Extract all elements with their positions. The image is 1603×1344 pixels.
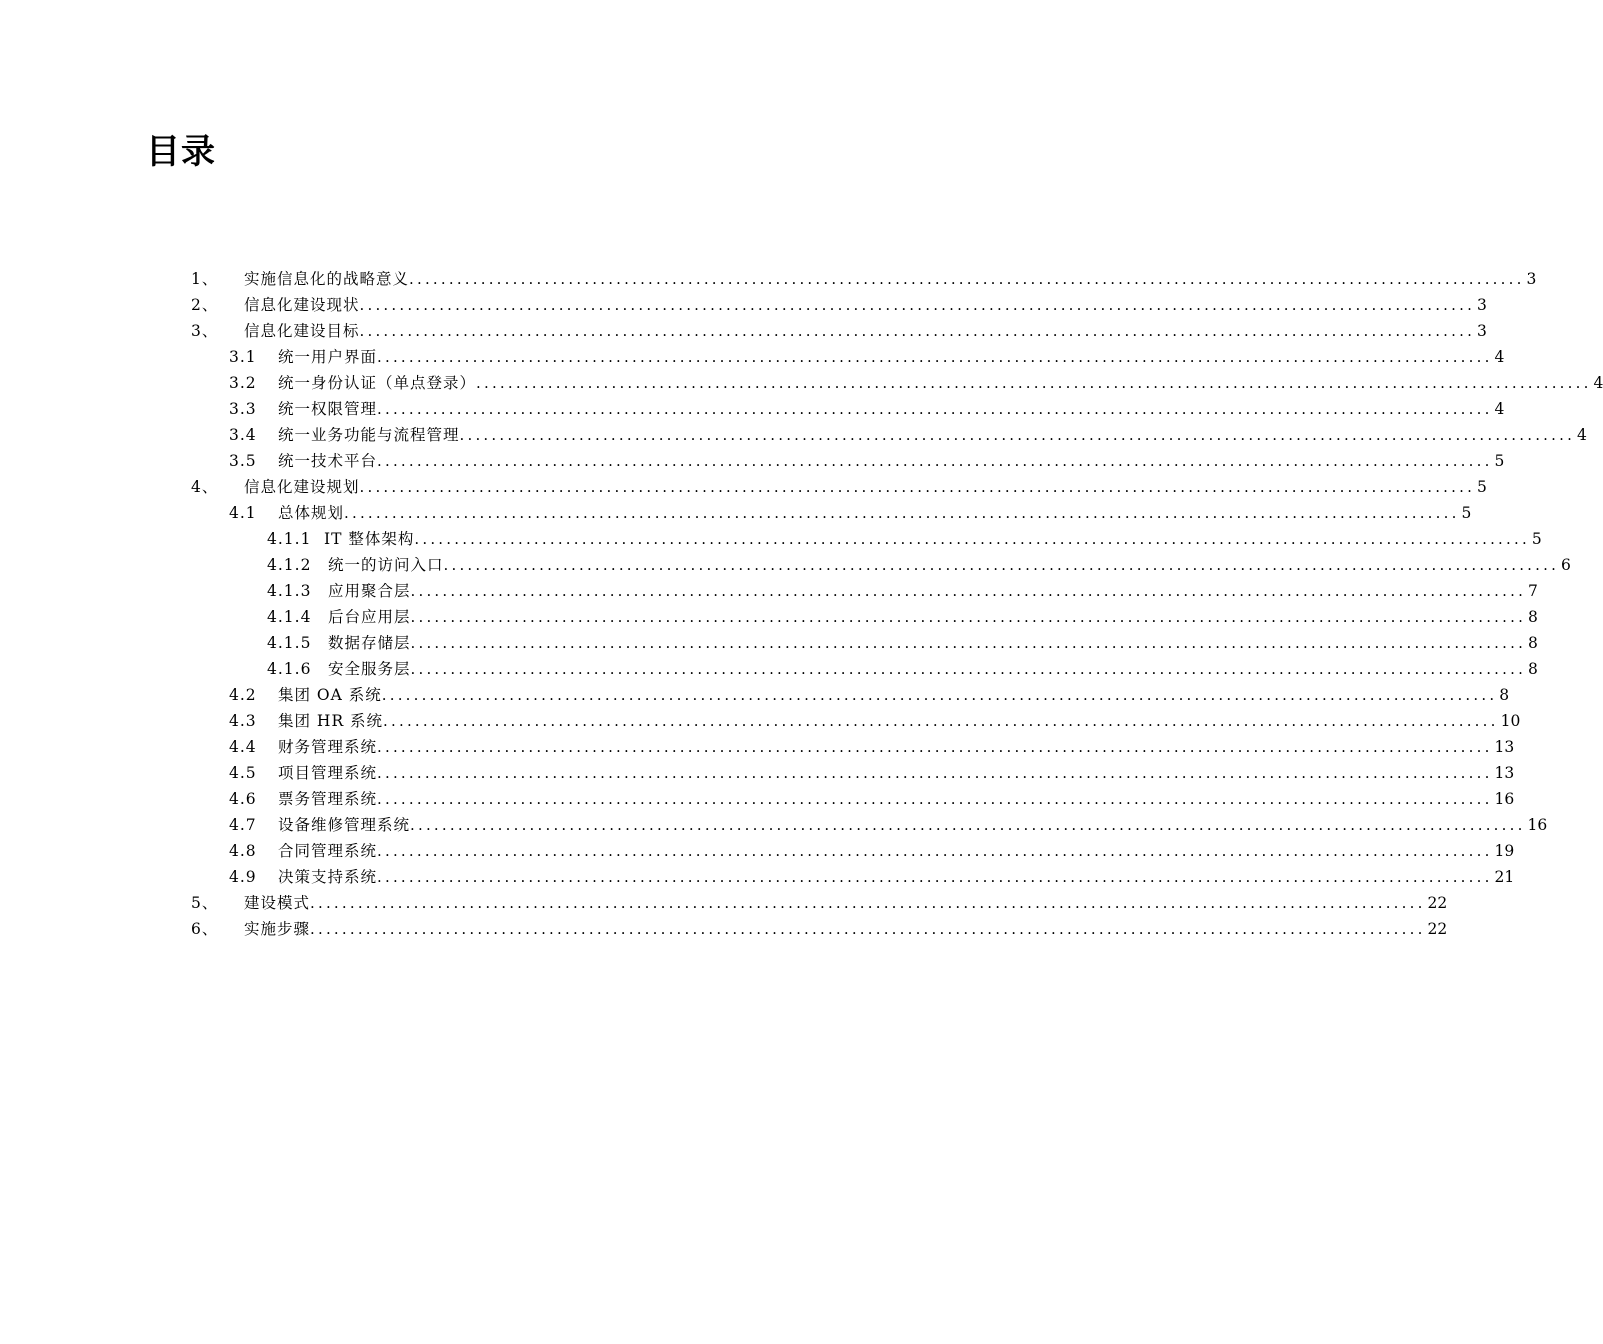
toc-entry-page: 16 <box>1527 816 1548 834</box>
toc-entry <box>0 656 1538 682</box>
toc-entry-link[interactable] <box>278 786 1515 812</box>
toc-entry <box>0 786 1515 812</box>
toc-entry-page: 16 <box>1494 790 1515 808</box>
toc-dot-leader: ............................................................................................................................................ <box>359 478 1476 496</box>
toc-entry-text: 信息化建设规划 <box>244 478 360 496</box>
toc-entry-link[interactable] <box>328 604 1538 630</box>
toc-entry-link[interactable] <box>328 552 1571 578</box>
toc-dot-leader: ............................................................................................................................................ <box>459 426 1576 444</box>
toc-entry-number: 4.6 <box>229 790 257 808</box>
toc-entry-page: 4 <box>1593 374 1603 392</box>
toc-dot-leader: ............................................................................................................................................ <box>377 790 1493 808</box>
toc-entry-link[interactable] <box>278 838 1515 864</box>
toc-entry-page: 4 <box>1577 426 1587 444</box>
toc-entry-text: 应用聚合层 <box>328 582 411 600</box>
toc-entry-page: 10 <box>1500 712 1521 730</box>
toc-entry-text: 设备维修管理系统 <box>278 816 411 834</box>
toc-dot-leader: ............................................................................................................................................ <box>377 868 1493 886</box>
toc-entry-text: 建设模式 <box>244 894 311 912</box>
toc-entry-text: 统一技术平台 <box>278 452 378 470</box>
toc-entry-number: 4.1.6 <box>267 660 312 678</box>
toc-entry-number: 4、 <box>191 478 219 496</box>
toc-entry-text: 项目管理系统 <box>278 764 378 782</box>
toc-entry-page: 8 <box>1528 660 1538 678</box>
toc-entry-text: 实施步骤 <box>244 920 311 938</box>
toc-entry-number: 3.1 <box>229 348 257 366</box>
toc-dot-leader: ............................................................................................................................................ <box>409 270 1525 288</box>
toc-entry-text: 信息化建设目标 <box>244 322 360 340</box>
toc-entry-text: 统一权限管理 <box>278 400 378 418</box>
toc-entry <box>0 396 1505 422</box>
toc-entry-page: 22 <box>1427 920 1448 938</box>
toc-dot-leader: ............................................................................................................................................ <box>359 322 1476 340</box>
toc-entry <box>0 630 1538 656</box>
toc-entry-link[interactable] <box>244 474 1487 500</box>
toc-dot-leader: ............................................................................................................................................ <box>414 530 1530 548</box>
toc-entry-page: 8 <box>1528 608 1538 626</box>
toc-entry-link[interactable] <box>324 526 1542 552</box>
toc-entry-link[interactable] <box>244 266 1537 292</box>
toc-entry-text: 统一的访问入口 <box>328 556 444 574</box>
toc-entry <box>0 812 1548 838</box>
toc-dot-leader: ............................................................................................................................................ <box>410 608 1527 626</box>
toc-entry-link[interactable] <box>278 370 1603 396</box>
toc-entry-link[interactable] <box>278 500 1472 526</box>
toc-entry-number: 4.1.1 <box>267 530 312 548</box>
toc-entry-link[interactable] <box>244 916 1448 942</box>
toc-dot-leader: ............................................................................................................................................ <box>377 738 1493 756</box>
toc-entry-text: 财务管理系统 <box>278 738 378 756</box>
toc-entry-text: 统一身份认证（单点登录） <box>278 374 477 392</box>
toc-entry-number: 4.7 <box>229 816 257 834</box>
toc-entry-number: 3、 <box>191 322 219 340</box>
toc-dot-leader: ............................................................................................................................................ <box>410 582 1527 600</box>
toc-entry-link[interactable] <box>278 448 1505 474</box>
toc-dot-leader: ............................................................................................................................................ <box>476 374 1592 392</box>
toc-entry-number: 4.2 <box>229 686 257 704</box>
toc-entry <box>0 760 1515 786</box>
toc-entry-number: 4.9 <box>229 868 257 886</box>
toc-entry-number: 4.1.4 <box>267 608 312 626</box>
toc-entry-page: 4 <box>1494 400 1505 418</box>
toc-entry-link[interactable] <box>278 708 1521 734</box>
toc-dot-leader: ............................................................................................................................................ <box>310 920 1426 938</box>
toc-entry <box>0 890 1448 916</box>
toc-entry-page: 22 <box>1427 894 1448 912</box>
toc-entry <box>0 474 1487 500</box>
toc-entry-text: 集团 OA 系统 <box>278 686 382 704</box>
toc-entry-page: 5 <box>1531 530 1542 548</box>
toc-entry-page: 3 <box>1526 270 1537 288</box>
toc-entry-number: 4.1.3 <box>267 582 312 600</box>
toc-entry-text: 安全服务层 <box>328 660 411 678</box>
toc-entry-text: 统一用户界面 <box>278 348 378 366</box>
toc-dot-leader: ............................................................................................................................................ <box>381 686 1498 704</box>
toc-entry-page: 5 <box>1494 452 1505 470</box>
toc-entry <box>0 578 1538 604</box>
toc-dot-leader: ............................................................................................................................................ <box>344 504 1460 522</box>
toc-entry-page: 5 <box>1461 504 1472 522</box>
toc-entry-page: 19 <box>1494 842 1515 860</box>
toc-entry-number: 4.1.2 <box>267 556 312 574</box>
toc-entry-link[interactable] <box>278 344 1505 370</box>
toc-entry-number: 1、 <box>191 270 219 288</box>
toc-entry-number: 4.5 <box>229 764 257 782</box>
toc-entry <box>0 344 1505 370</box>
toc-dot-leader: ............................................................................................................................................ <box>377 764 1493 782</box>
toc-entry <box>0 526 1542 552</box>
toc-dot-leader: ............................................................................................................................................ <box>410 660 1527 678</box>
toc-entry-number: 2、 <box>191 296 219 314</box>
toc-entry <box>0 292 1487 318</box>
toc-entry-number: 4.1.5 <box>267 634 312 652</box>
toc-dot-leader: ............................................................................................................................................ <box>377 842 1493 860</box>
toc-entry-text: 统一业务功能与流程管理 <box>278 426 460 444</box>
toc-dot-leader: ............................................................................................................................................ <box>410 634 1527 652</box>
toc-dot-leader: ............................................................................................................................................ <box>383 712 1499 730</box>
toc-dot-leader: ............................................................................................................................................ <box>377 400 1493 418</box>
toc-entry-number: 3.3 <box>229 400 257 418</box>
toc-entry <box>0 916 1448 942</box>
toc-entry-link[interactable] <box>244 890 1448 916</box>
toc-entry-link[interactable] <box>278 812 1548 838</box>
toc-entry-page: 6 <box>1561 556 1571 574</box>
toc-entry <box>0 864 1515 890</box>
toc-entry-text: 合同管理系统 <box>278 842 378 860</box>
toc-entry-link[interactable] <box>244 318 1487 344</box>
toc-entry-link[interactable] <box>328 630 1538 656</box>
toc-entry <box>0 422 1587 448</box>
toc-entry-page: 8 <box>1528 634 1538 652</box>
toc-entry-number: 3.2 <box>229 374 257 392</box>
toc-entry-page: 8 <box>1499 686 1510 704</box>
toc-entry-number: 6、 <box>191 920 219 938</box>
toc-dot-leader: ............................................................................................................................................ <box>359 296 1476 314</box>
toc-entry-text: 实施信息化的战略意义 <box>244 270 410 288</box>
toc-entry <box>0 318 1487 344</box>
toc-entry-text: 数据存储层 <box>328 634 411 652</box>
toc-entry-page: 5 <box>1477 478 1487 496</box>
toc-entry-page: 4 <box>1494 348 1505 366</box>
toc-dot-leader: ............................................................................................................................................ <box>443 556 1560 574</box>
toc-dot-leader: ............................................................................................................................................ <box>410 816 1526 834</box>
toc-entry-number: 4.3 <box>229 712 257 730</box>
toc-entry-number: 3.5 <box>229 452 257 470</box>
toc-entry-text: 总体规划 <box>278 504 345 522</box>
toc-entry-text: 票务管理系统 <box>278 790 378 808</box>
toc-dot-leader: ............................................................................................................................................ <box>377 452 1493 470</box>
toc-entry-page: 13 <box>1494 738 1515 756</box>
toc-entry-link[interactable] <box>278 864 1515 890</box>
toc-entry-link[interactable] <box>278 396 1505 422</box>
toc-entry-page: 13 <box>1494 764 1515 782</box>
toc-entry <box>0 604 1538 630</box>
toc-entry <box>0 500 1472 526</box>
toc-entry-text: IT 整体架构 <box>324 530 415 548</box>
toc-entry-page: 21 <box>1494 868 1515 886</box>
toc-entry <box>0 552 1571 578</box>
toc-entry-number: 4.8 <box>229 842 257 860</box>
toc-entry-link[interactable] <box>278 422 1587 448</box>
toc-entry-link[interactable] <box>278 760 1515 786</box>
toc-entry-page: 3 <box>1477 296 1487 314</box>
toc-entry-link[interactable] <box>328 578 1538 604</box>
toc-entry <box>0 370 1603 396</box>
toc-entry <box>0 448 1505 474</box>
toc-entry-text: 信息化建设现状 <box>244 296 360 314</box>
toc-entry <box>0 266 1537 292</box>
toc-entry-text: 后台应用层 <box>328 608 411 626</box>
toc-entry <box>0 838 1515 864</box>
toc-title: 目录 <box>146 132 216 172</box>
toc-entry-link[interactable] <box>278 682 1510 708</box>
toc-entry <box>0 708 1521 734</box>
toc-entry-number: 4.1 <box>229 504 257 522</box>
toc-entry-number: 5、 <box>191 894 219 912</box>
toc-entry <box>0 734 1515 760</box>
toc-entry-number: 3.4 <box>229 426 257 444</box>
toc-dot-leader: ............................................................................................................................................ <box>377 348 1493 366</box>
toc-entry-text: 集团 HR 系统 <box>278 712 384 730</box>
toc-dot-leader: ............................................................................................................................................ <box>310 894 1426 912</box>
toc-entry <box>0 682 1510 708</box>
toc-entry-text: 决策支持系统 <box>278 868 378 886</box>
toc-entry-number: 4.4 <box>229 738 257 756</box>
toc-entry-link[interactable] <box>278 734 1515 760</box>
toc-entry-link[interactable] <box>328 656 1538 682</box>
toc-entry-page: 7 <box>1528 582 1538 600</box>
toc-entry-page: 3 <box>1477 322 1487 340</box>
toc-entry-link[interactable] <box>244 292 1487 318</box>
